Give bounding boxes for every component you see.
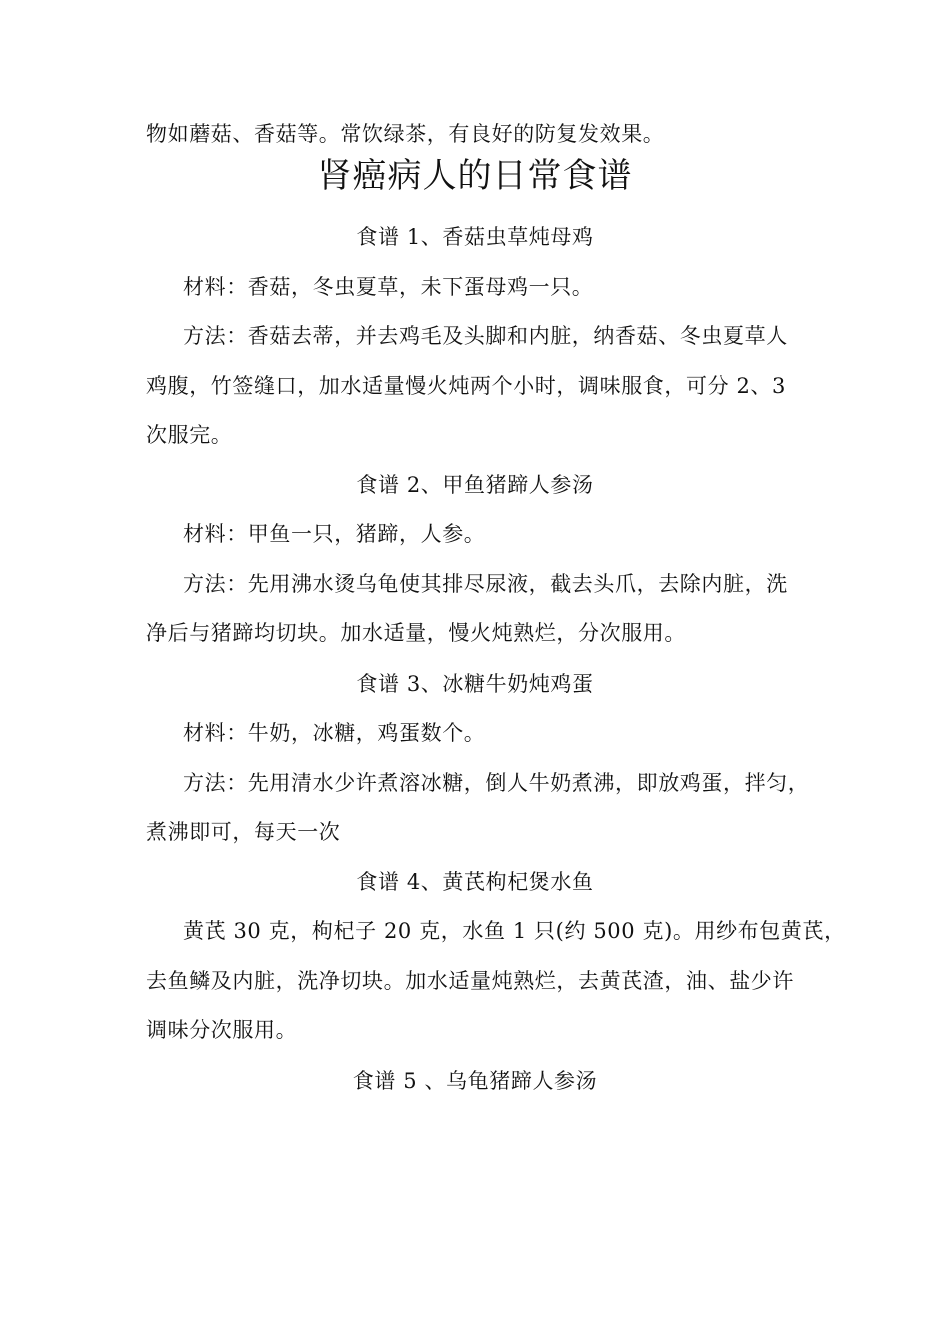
continuation-text: 物如蘑菇、香菇等。常饮绿茶，有良好的防复发效果。	[146, 122, 665, 146]
recipe-4-method-line: 黄芪 30 克，枸杞子 20 克，水鱼 1 只(约 500 克)。用纱布包黄芪，	[183, 919, 846, 943]
recipe-3-method-line: 方法：先用清水少许煮溶冰糖，倒人牛奶煮沸，即放鸡蛋，拌匀，	[183, 771, 810, 795]
recipe-2-heading: 食谱 2、甲鱼猪蹄人参汤	[356, 473, 594, 497]
recipe-1-heading: 食谱 1、香菇虫草炖母鸡	[356, 225, 594, 249]
recipe-3-heading: 食谱 3、冰糖牛奶炖鸡蛋	[356, 672, 594, 696]
recipe-2-method-line: 净后与猪蹄均切块。加水适量，慢火炖熟烂，分次服用。	[146, 621, 686, 645]
recipe-3-materials: 材料：牛奶，冰糖，鸡蛋数个。	[183, 721, 486, 745]
recipe-1-materials: 材料：香菇，冬虫夏草，未下蛋母鸡一只。	[183, 275, 594, 299]
recipe-5-heading: 食谱 5 、乌龟猪蹄人参汤	[352, 1069, 598, 1093]
recipe-2-method-line: 方法：先用沸水烫乌龟使其排尽尿液，截去头爪，去除内脏，洗	[183, 572, 788, 596]
recipe-1-method-line: 次服完。	[146, 423, 233, 447]
recipe-4-method-line: 调味分次服用。	[146, 1018, 298, 1042]
recipe-2-materials: 材料：甲鱼一只，猪蹄，人参。	[183, 522, 486, 546]
recipe-1-method-line: 方法：香菇去蒂，并去鸡毛及头脚和内脏，纳香菇、冬虫夏草人	[183, 324, 788, 348]
recipe-4-method-line: 去鱼鳞及内脏，洗净切块。加水适量炖熟烂，去黄芪渣，油、盐少许	[146, 969, 794, 993]
recipe-4-heading: 食谱 4、黄芪枸杞煲水鱼	[356, 870, 594, 894]
recipe-1-method-line: 鸡腹，竹签缝口，加水适量慢火炖两个小时，调味服食，可分 2、3	[146, 374, 786, 398]
page-title: 肾癌病人的日常食谱	[317, 156, 633, 196]
recipe-3-method-line: 煮沸即可，每天一次	[146, 820, 341, 844]
